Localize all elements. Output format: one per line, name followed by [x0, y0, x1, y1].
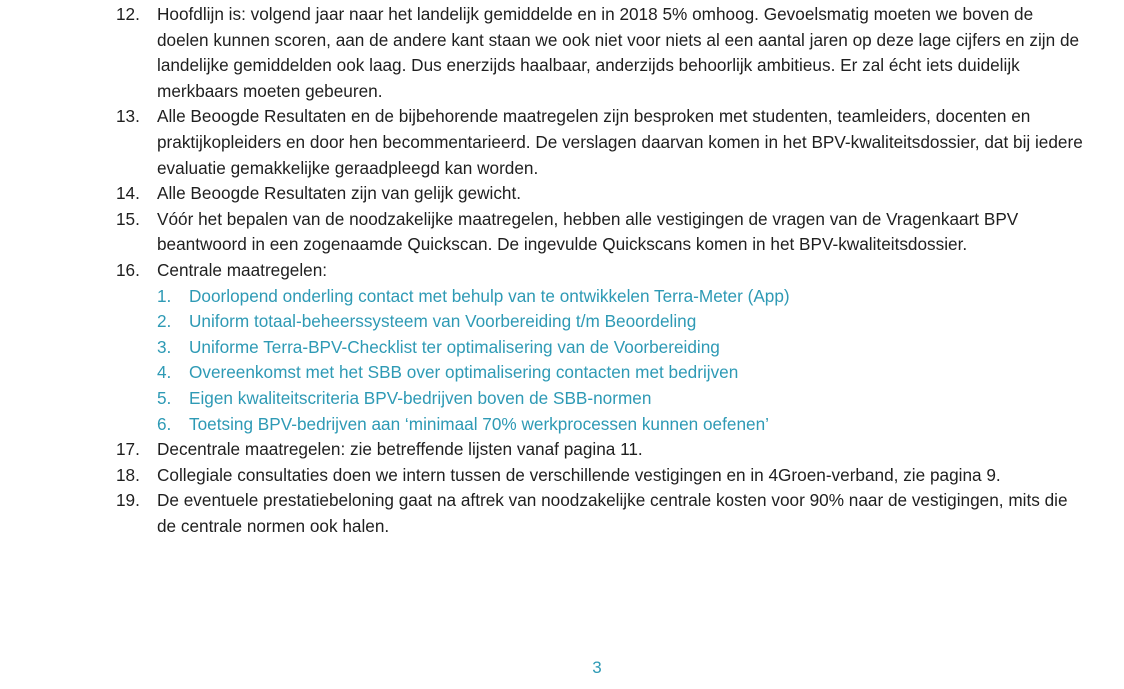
sub-item-number: 6.: [157, 413, 172, 434]
sub-list-item: [157, 284, 1086, 310]
item-text: Hoofdlijn is: volgend jaar naar het landelijk gemiddelde en in 2018 5% omhoog. Gevoelsmatig moeten we boven de doelen kunnen scoren, aan de andere kant staan we ook niet voor niets al een aantal jaren op deze lage cijfers en zijn de landelijke gemiddelden ook laag. Dus enerzijds haalbaar, anderzijds behoorlijk ambitieus. Er zal écht iets duidelijk merkbaars moeten gebeuren.: [157, 4, 1080, 101]
item-number: 14.: [116, 183, 140, 204]
item-number: 12.: [116, 4, 140, 24]
item-number: 19.: [116, 490, 140, 511]
item-number: 15.: [116, 208, 140, 229]
list-item: [116, 463, 1086, 489]
item-text: Alle Beoogde Resultaten en de bijbehorende maatregelen zijn besproken met studenten, teamleiders, docenten en praktijkopleiders en door hen becommentarieerd. De verslagen daarvan komen in het BPV-kwaliteitsdossier, dat bij iedere evaluatie gemakkelijke geraadpleegd kan worden.: [157, 106, 1083, 178]
list-item: [116, 207, 1086, 258]
sub-item-number: 1.: [157, 285, 172, 306]
item-number: 16.: [116, 259, 140, 280]
sub-item-number: 2.: [157, 311, 172, 332]
list-item: [116, 104, 1086, 181]
page-number: 3: [592, 658, 602, 677]
sub-item-text: Overeenkomst met het SBB over optimalisering contacten met bedrijven: [189, 362, 739, 383]
sub-list-item: [157, 412, 1086, 438]
central-measures-list: [157, 284, 1086, 438]
item-text: Collegiale consultaties doen we intern tussen de verschillende vestigingen en in 4Groen-verband, zie pagina 9.: [157, 464, 1001, 485]
sub-list-item: [157, 386, 1086, 412]
sub-list-item: [157, 335, 1086, 361]
list-item: [116, 488, 1086, 539]
numbered-list: [116, 2, 1086, 539]
sub-list-item: [157, 360, 1086, 386]
sub-item-number: 3.: [157, 336, 172, 357]
sub-item-text: Uniform totaal-beheerssysteem van Voorbereiding t/m Beoordeling: [189, 311, 697, 332]
item-number: 18.: [116, 464, 140, 485]
sub-item-text: Toetsing BPV-bedrijven aan ‘minimaal 70% werkprocessen kunnen oefenen’: [189, 413, 769, 434]
item-text: Vóór het bepalen van de noodzakelijke maatregelen, hebben alle vestigingen de vragen van de Vragenkaart BPV beantwoord in een zogenaamde Quickscan. De ingevulde Quickscans komen in het BPV-kwaliteitsdossier.: [157, 208, 1019, 255]
item-text: Decentrale maatregelen: zie betreffende lijsten vanaf pagina 11.: [157, 439, 643, 460]
list-item: [116, 437, 1086, 463]
list-item: [116, 2, 1086, 104]
list-item: [116, 258, 1086, 437]
item-text: De eventuele prestatiebeloning gaat na aftrek van noodzakelijke centrale kosten voor 90% naar de vestigingen, mits die de centrale normen ook halen.: [157, 490, 1068, 536]
sub-item-text: Eigen kwaliteitscriteria BPV-bedrijven boven de SBB-normen: [189, 387, 652, 408]
sub-item-text: Uniforme Terra-BPV-Checklist ter optimalisering van de Voorbereiding: [189, 336, 720, 357]
item-number: 13.: [116, 106, 140, 127]
item-text: Alle Beoogde Resultaten zijn van gelijk gewicht.: [157, 183, 522, 204]
sub-item-text: Doorlopend onderling contact met behulp van te ontwikkelen Terra-Meter (App): [189, 285, 790, 306]
item-text: Centrale maatregelen:: [157, 259, 328, 280]
list-item: [116, 181, 1086, 207]
item-number: 17.: [116, 439, 140, 460]
sub-list-item: [157, 309, 1086, 335]
sub-item-number: 4.: [157, 362, 172, 383]
sub-item-number: 5.: [157, 387, 172, 408]
